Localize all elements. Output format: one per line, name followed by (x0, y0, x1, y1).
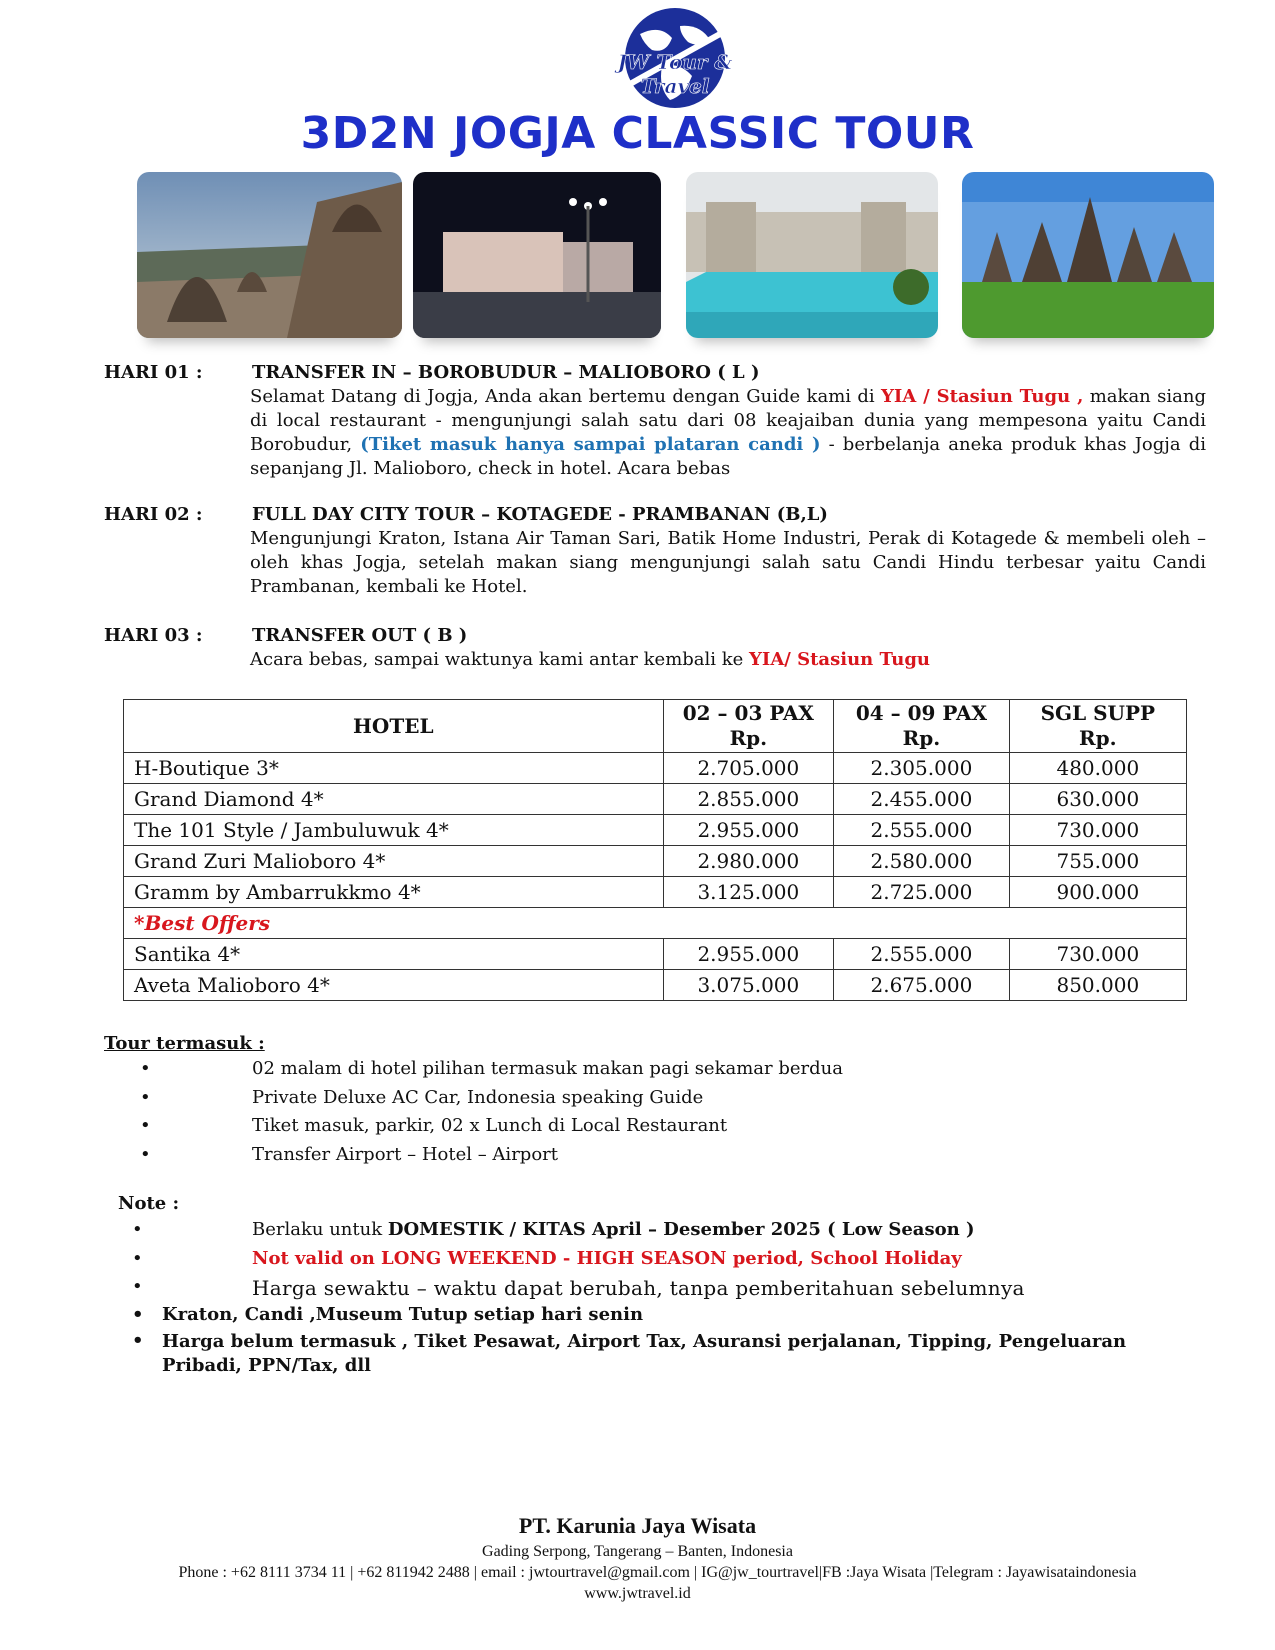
table-row (124, 877, 1187, 908)
company-logo (600, 4, 750, 116)
price-4-9: 2.555.000 (834, 939, 1010, 970)
table-row (124, 939, 1187, 970)
best-offers-row (124, 908, 1187, 939)
prambanan-photo (962, 172, 1214, 338)
price-4-9: 2.555.000 (834, 815, 1010, 846)
price-sgl: 730.000 (1009, 939, 1186, 970)
note-item: • Kraton, Candi ,Museum Tutup setiap hari senin (132, 1304, 644, 1325)
notes-title: Note : (118, 1193, 180, 1214)
day-1-text-b: makan siang di local restaurant - mengunjungi salah satu dari 08 keajaiban dunia yang mempesona yaitu Candi Borobudur, (250, 386, 1206, 455)
price-4-9: 2.455.000 (834, 784, 1010, 815)
day-1-meeting-point: YIA / Stasiun Tugu , (881, 386, 1084, 407)
table-row (124, 970, 1187, 1001)
price-sgl: 850.000 (1009, 970, 1186, 1001)
hotel-name: The 101 Style / Jambuluwuk 4* (124, 815, 664, 846)
note-item: • Harga belum termasuk , Tiket Pesawat, Airport Tax, Asuransi perjalanan, Tipping, Pengeluaran Pribadi, PPN/Tax, dll (132, 1330, 1127, 1376)
includes-title: Tour termasuk : (104, 1033, 265, 1054)
table-row (124, 784, 1187, 815)
table-header-row (124, 700, 1187, 753)
day-3-dropoff: YIA/ Stasiun Tugu (749, 649, 931, 670)
header-sgl-supp: SGL SUPP Rp. (1009, 700, 1186, 753)
price-sgl: 900.000 (1009, 877, 1186, 908)
taman-sari-photo (686, 172, 938, 338)
price-2-3: 2.955.000 (663, 815, 834, 846)
header-pax-4-9: 04 – 09 PAX Rp. (834, 700, 1010, 753)
hotel-name: Grand Zuri Malioboro 4* (124, 846, 664, 877)
price-sgl: 730.000 (1009, 815, 1186, 846)
company-address: Gading Serpong, Tangerang – Banten, Indonesia (482, 1543, 793, 1560)
day-2-heading: FULL DAY CITY TOUR – KOTAGEDE - PRAMBANAN (B,L) (252, 504, 828, 525)
day-2-body: Mengunjungi Kraton, Istana Air Taman Sari, Batik Home Industri, Perak di Kotagede & membeli oleh – oleh khas Jogja, setelah makan siang mengunjungi salah satu Candi Hindu terbesar yaitu Candi Prambanan, kembali ke Hotel. (250, 528, 1206, 597)
price-2-3: 2.855.000 (663, 784, 834, 815)
table-row (124, 846, 1187, 877)
malioboro-night-photo (413, 172, 661, 338)
best-offers-label: *Best Offers (124, 908, 1187, 939)
day-3-body (250, 648, 1206, 672)
hotel-name: Gramm by Ambarrukkmo 4* (124, 877, 664, 908)
logo-text: JW Tour & Travel (617, 50, 733, 98)
day-1-heading: TRANSFER IN – BOROBUDUR – MALIOBORO ( L ) (252, 362, 760, 383)
day-1-ticket-note: (Tiket masuk hanya sampai plataran candi ) (360, 434, 821, 455)
company-website: www.jwtravel.id (584, 1585, 691, 1602)
day-1-text-c: - berbelanja aneka produk khas Jogja di sepanjang Jl. Malioboro, check in hotel. Acara bebas (250, 434, 1207, 479)
price-4-9: 2.725.000 (834, 877, 1010, 908)
borobudur-photo (137, 172, 402, 338)
price-2-3: 3.125.000 (663, 877, 834, 908)
hotel-name: Grand Diamond 4* (124, 784, 664, 815)
price-table (123, 699, 1187, 1001)
price-2-3: 3.075.000 (663, 970, 834, 1001)
page-title: 3D2N JOGJA CLASSIC TOUR (300, 108, 975, 159)
table-row (124, 753, 1187, 784)
header-hotel: HOTEL (124, 700, 664, 753)
price-sgl: 630.000 (1009, 784, 1186, 815)
price-sgl: 480.000 (1009, 753, 1186, 784)
price-2-3: 2.705.000 (663, 753, 834, 784)
price-2-3: 2.955.000 (663, 939, 834, 970)
header-pax-2-3: 02 – 03 PAX Rp. (663, 700, 834, 753)
day-1-body (250, 385, 1206, 481)
hotel-name: Aveta Malioboro 4* (124, 970, 664, 1001)
price-4-9: 2.580.000 (834, 846, 1010, 877)
day-3-heading: TRANSFER OUT ( B ) (252, 625, 468, 646)
day-1-label: HARI 01 : (104, 362, 203, 383)
hotel-name: Santika 4* (124, 939, 664, 970)
day-3-text: Acara bebas, sampai waktunya kami antar kembali ke (250, 649, 750, 670)
price-sgl: 755.000 (1009, 846, 1186, 877)
company-name: PT. Karunia Jaya Wisata (518, 1513, 757, 1538)
price-4-9: 2.675.000 (834, 970, 1010, 1001)
day-1-text-a: Selamat Datang di Jogja, Anda akan bertemu dengan Guide kami di (250, 386, 882, 407)
price-4-9: 2.305.000 (834, 753, 1010, 784)
price-2-3: 2.980.000 (663, 846, 834, 877)
table-row (124, 815, 1187, 846)
company-contact: Phone : +62 8111 3734 11 | +62 811942 2488 | email : jwtourtravel@gmail.com | IG@jw_tourtravel|FB :Jaya Wisata |Telegram : Jayawisataindonesia (178, 1564, 1137, 1581)
day-3-label: HARI 03 : (104, 625, 203, 646)
day-2-label: HARI 02 : (104, 504, 203, 525)
hotel-name: H-Boutique 3* (124, 753, 664, 784)
